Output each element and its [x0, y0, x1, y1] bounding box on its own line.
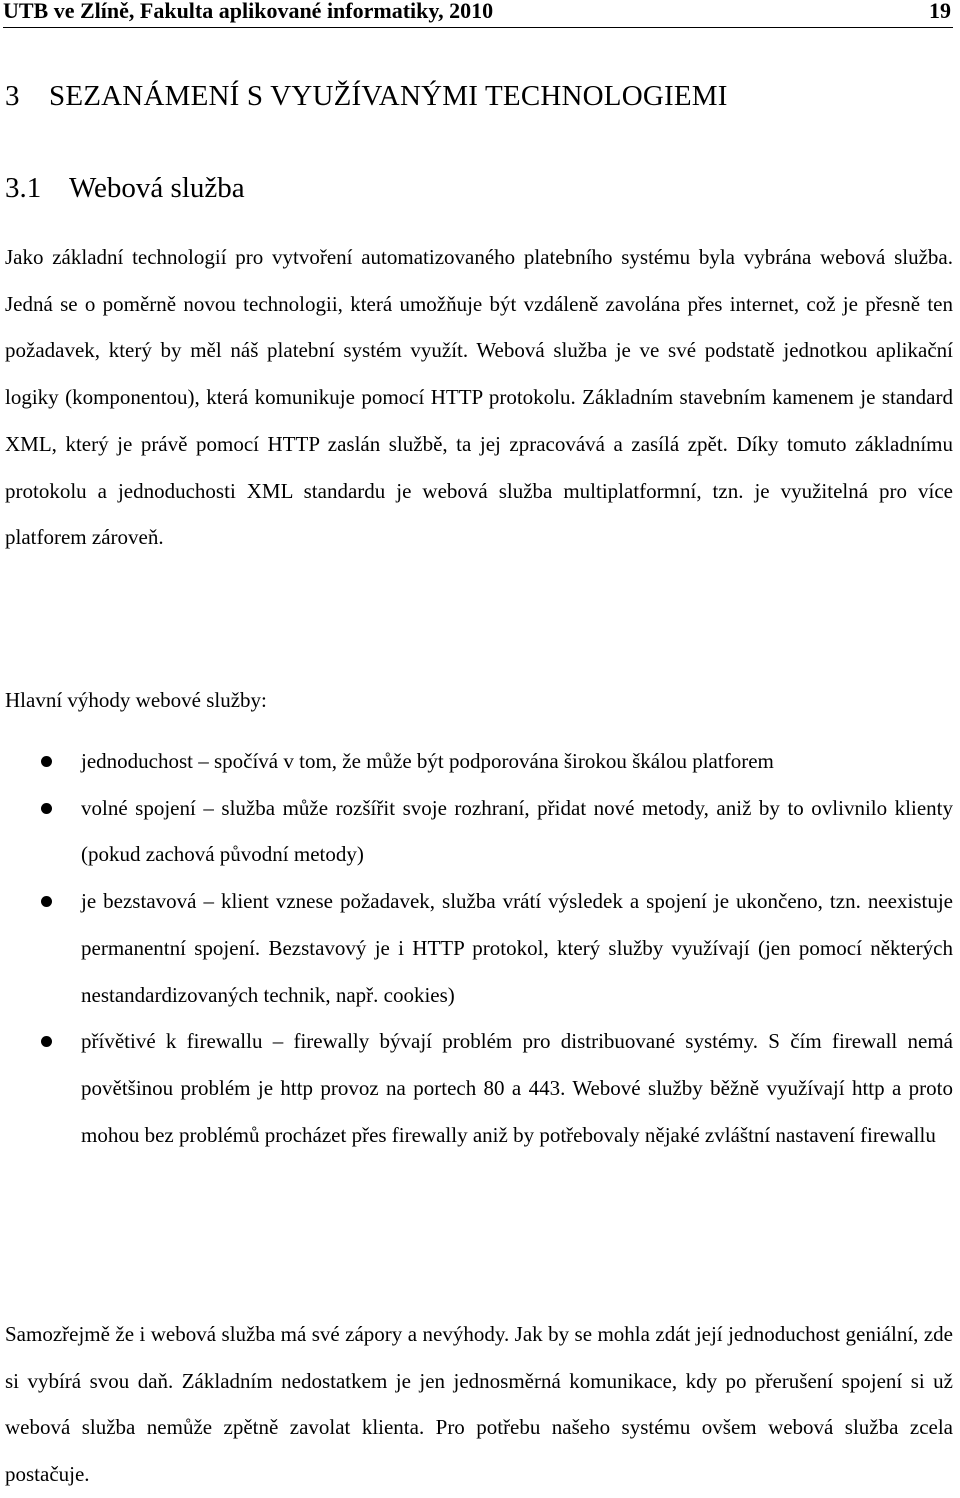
list-item: [0, 738, 953, 785]
bullet-icon: [41, 756, 52, 767]
list-item-text: je bezstavová – klient vznese požadavek, služba vrátí výsledek a spojení je ukončeno, tzn. neexistuje permanentní spojení. Bezstavový je i HTTP protokol, který služby využívají (jen pomocí některých nestandardizovaných technik, např. cookies): [81, 889, 953, 1007]
bullet-icon: [41, 896, 52, 907]
section-title: Webová služba: [69, 172, 245, 204]
chapter-number: 3: [5, 80, 20, 112]
advantages-list: [0, 738, 955, 1158]
section-heading: [5, 172, 245, 205]
list-item: [0, 785, 953, 878]
page-number: 19: [929, 0, 951, 23]
bullet-icon: [41, 803, 52, 814]
header-title: UTB ve Zlíně, Fakulta aplikované informatiky, 2010: [3, 0, 494, 23]
list-item-text: přívětivé k firewallu – firewally bývají problém pro distribuované systémy. S čím firewall nemá povětšinou problém je http provoz na portech 80 a 443. Webové služby běžně využívají http a proto mohou bez problémů procházet přes firewally aniž by potřebovaly nějaké zvláštní nastavení firewallu: [81, 1029, 953, 1147]
bullet-icon: [41, 1036, 52, 1047]
section-number: 3.1: [5, 172, 42, 204]
conclusion-paragraph: Samozřejmě že i webová služba má své zápory a nevýhody. Jak by se mohla zdát její jednoduchost geniální, zde si vybírá svou daň. Základním nedostatkem je jen jednosměrná komunikace, kdy po přerušení spojení si už webová služba nemůže zpětně zavolat klienta. Pro potřebu našeho systému ovšem webová služba zcela postačuje.: [5, 1322, 953, 1487]
advantages-intro: Hlavní výhody webové služby:: [5, 688, 267, 712]
list-item-text: volné spojení – služba může rozšířit svoje rozhraní, přidat nové metody, aniž by to ovlivnilo klienty (pokud zachová původní metody): [81, 795, 953, 867]
list-item: [0, 1018, 953, 1158]
list-item: [0, 878, 953, 1018]
intro-paragraph: Jako základní technologií pro vytvoření automatizovaného platebního systému byla vybrána webová služba. Jedná se o poměrně novou technologii, která umožňuje být vzdáleně zavolána přes internet, což je přesně ten požadavek, který by měl náš platební systém využít. Webová služba je ve své podstatě jednotkou aplikační logiky (komponentou), která komunikuje pomocí HTTP protokolu. Základním stavebním kamenem je standard XML, který je právě pomocí HTTP zaslán službě, ta jej zpracovává a zasílá zpět. Díky tomuto základnímu protokolu a jednoduchosti XML standardu je webová služba multiplatformní, tzn. je využitelná pro více platforem zároveň.: [5, 245, 953, 550]
list-item-text: jednoduchost – spočívá v tom, že může být podporována širokou škálou platforem: [81, 749, 774, 773]
running-header: [3, 0, 953, 28]
chapter-heading: [5, 80, 728, 113]
chapter-title: SEZANÁMENÍ S VYUŽÍVANÝMI TECHNOLOGIEMI: [49, 80, 728, 112]
